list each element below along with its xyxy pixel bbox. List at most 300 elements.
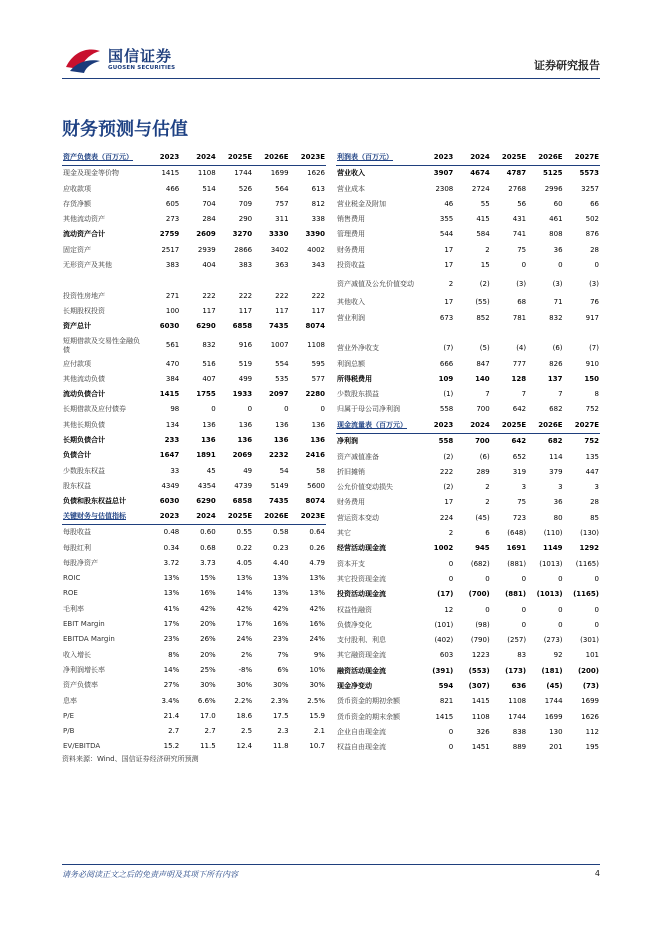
table-row (62, 372, 326, 387)
cell-value: 502 (585, 215, 599, 224)
cell-value: 2.1 (313, 727, 325, 736)
table-header-row (336, 418, 600, 434)
cell-value: 3330 (269, 230, 289, 239)
cell-value: 1108 (307, 341, 325, 350)
cell-value: 150 (584, 374, 599, 383)
cell-value: 85 (590, 513, 599, 522)
cell-value: 0 (594, 620, 599, 629)
cell-value: (2) (479, 280, 490, 289)
cell-value: 666 (439, 359, 454, 368)
cell-value: (648) (507, 529, 527, 538)
cell-value: 832 (202, 341, 216, 350)
cell-value: 3 (558, 483, 563, 492)
cell-value: 14% (163, 665, 180, 674)
cell-value: (7) (589, 344, 599, 353)
cell-value: 27% (163, 681, 180, 690)
cell-value: 431 (512, 215, 527, 224)
cell-value: (3) (552, 280, 563, 289)
cell-value: 2866 (234, 245, 253, 254)
cell-value (527, 326, 563, 341)
table-row (336, 648, 600, 663)
table-row (62, 494, 326, 509)
table-row (62, 586, 326, 601)
table-row (62, 648, 326, 663)
cell-value: 584 (476, 230, 490, 239)
table-row (336, 273, 600, 295)
cell-value: 415 (476, 215, 490, 224)
cell-value: 2517 (161, 245, 180, 254)
cell-value: 4354 (197, 481, 216, 490)
cell-value: (881) (507, 559, 527, 568)
table-row (336, 495, 600, 510)
cell-value: 1626 (581, 712, 599, 721)
column-header: 2024 (454, 150, 490, 166)
row-label: 权益自由现金流 (337, 743, 386, 752)
cell-value: 2308 (435, 184, 454, 193)
cell-value: 4.05 (236, 558, 253, 567)
cell-value: 3 (521, 483, 527, 492)
cell-value: 222 (275, 291, 289, 300)
cell-value: 3270 (232, 230, 253, 239)
row-label: 其他流动负债 (63, 374, 105, 383)
row-label: 应付款项 (63, 359, 91, 368)
row-label: 公允价值变动损失 (337, 483, 393, 492)
cell-value: 0.23 (272, 543, 289, 552)
cell-value: 326 (476, 727, 490, 736)
cell-value: 76 (590, 298, 599, 307)
cell-value: 233 (164, 436, 180, 445)
cell-value: (3) (589, 280, 599, 289)
row-label: 投资活动现金流 (337, 590, 386, 599)
cell-value: 136 (311, 420, 325, 429)
cell-value: 130 (549, 727, 563, 736)
cell-value: 1223 (471, 651, 490, 660)
cell-value: 2232 (269, 451, 289, 460)
cell-value: 3390 (305, 230, 325, 239)
row-label: 现金净变动 (337, 682, 372, 691)
table-row (62, 304, 326, 319)
row-label: 销售费用 (337, 215, 365, 224)
cell-value: 2996 (544, 184, 563, 193)
table-row (336, 311, 600, 326)
cell-value: 6.6% (197, 696, 216, 705)
cell-value: 8% (168, 650, 180, 659)
income-statement-table (336, 150, 600, 418)
footer-divider (62, 864, 600, 865)
cell-value: 0.60 (200, 528, 216, 537)
cell-value: 595 (311, 359, 325, 368)
cell-value: 535 (275, 374, 289, 383)
cell-value: 723 (512, 513, 527, 522)
table-row (62, 464, 326, 479)
page-number: 4 (594, 869, 600, 878)
cell-value: 92 (553, 651, 563, 660)
cell-value: 2% (241, 650, 253, 659)
cell-value: 8 (594, 390, 599, 399)
cell-value: 0 (558, 574, 563, 583)
cell-value: 16% (272, 620, 289, 629)
cell-value: 0 (594, 261, 599, 270)
row-label: 无形资产及其他 (63, 261, 112, 270)
cell-value: 470 (165, 359, 180, 368)
cell-value: (1165) (573, 590, 599, 599)
cell-value: 338 (311, 215, 325, 224)
cell-value: 55 (480, 199, 490, 208)
row-label: 其他长期负债 (63, 420, 105, 429)
table-row (62, 678, 326, 693)
cell-value: 0 (284, 405, 289, 414)
row-label: 净利润 (337, 437, 358, 446)
cell-value: 0 (521, 574, 527, 583)
cell-value: 889 (512, 743, 527, 752)
guosen-logo-icon (64, 43, 102, 75)
table-row (336, 664, 600, 679)
cell-value: 0 (558, 620, 563, 629)
cell-value: 2.5 (240, 727, 253, 736)
financial-table (62, 150, 326, 510)
row-label: 营业成本 (337, 184, 365, 193)
row-label: 营业收入 (337, 169, 365, 178)
cell-value: 0 (485, 605, 490, 614)
cell-value: 561 (165, 341, 180, 350)
cell-value: 642 (511, 437, 527, 446)
cell-value: (6) (479, 452, 490, 461)
cell-value: 383 (238, 261, 253, 270)
row-label: 息率 (63, 696, 77, 705)
cell-value: 54 (279, 466, 289, 475)
row-label: 少数股东权益 (63, 466, 105, 475)
cell-value: 519 (238, 359, 253, 368)
cell-value: 136 (237, 436, 253, 445)
cell-value: 14% (236, 589, 253, 598)
cell-value: 49 (243, 466, 253, 475)
cell-value: (700) (468, 590, 490, 599)
cell-value: 2 (485, 498, 490, 507)
cell-value: 2 (448, 529, 454, 538)
table-row (62, 197, 326, 212)
cell-value: 0.55 (236, 528, 253, 537)
cell-value: 499 (238, 374, 253, 383)
table-row (62, 602, 326, 617)
row-label: ROIC (63, 574, 81, 583)
table-row (62, 632, 326, 647)
cell-value: 17 (444, 245, 454, 254)
cell-value: 4002 (307, 245, 325, 254)
cell-value: 2097 (269, 390, 289, 399)
cell-value: 0 (558, 261, 563, 270)
cell-value: 21.4 (163, 711, 180, 720)
cell-value: 100 (165, 306, 180, 315)
cell-value: 7435 (269, 497, 289, 506)
cell-value: 0 (247, 405, 253, 414)
cell-value: 136 (202, 420, 216, 429)
table-row (336, 402, 600, 417)
table-row (336, 212, 600, 227)
cell-value: (4) (516, 344, 527, 353)
table-row (336, 197, 600, 212)
cell-value: 1108 (197, 169, 216, 178)
cell-value: 0 (521, 605, 527, 614)
cell-value: 2 (448, 280, 454, 289)
cell-value: 0 (521, 620, 527, 629)
cell-value: (553) (468, 666, 490, 675)
cell-value: 13% (272, 589, 289, 598)
cell-value: 1108 (471, 712, 490, 721)
cell-value: 2069 (232, 451, 253, 460)
cell-value: 71 (553, 298, 563, 307)
cell-value: 1002 (433, 544, 454, 553)
financial-table (62, 509, 326, 755)
cell-value: (257) (507, 636, 527, 645)
page-title: 财务预测与估值 (62, 119, 188, 140)
row-label: 资本开支 (337, 559, 365, 568)
cell-value: (110) (543, 529, 563, 538)
cell-value: 201 (549, 743, 563, 752)
cell-value (454, 326, 490, 341)
cell-value (491, 326, 527, 341)
cell-value: 0 (448, 574, 454, 583)
cell-value: (3) (516, 280, 527, 289)
cell-value: 1415 (159, 390, 180, 399)
cell-value: 917 (585, 313, 599, 322)
cell-value: 781 (512, 313, 527, 322)
row-label: 资产总计 (63, 322, 91, 331)
cell-value: 757 (275, 199, 289, 208)
cell-value: 3.4% (161, 696, 180, 705)
cell-value: 10% (309, 665, 325, 674)
cell-value: 812 (311, 199, 325, 208)
cell-value: 2.7 (168, 727, 180, 736)
column-header: 2025E (217, 150, 253, 166)
cell-value: 404 (202, 261, 216, 270)
cell-value: 101 (585, 651, 599, 660)
cell-value: 0 (448, 743, 454, 752)
cell-value: -8% (238, 665, 253, 674)
row-label: 现金及现金等价物 (63, 169, 119, 178)
cell-value: 1292 (579, 544, 599, 553)
table-row (62, 243, 326, 258)
cell-value: (2) (443, 483, 454, 492)
table-row (336, 541, 600, 556)
column-header: 2025E (491, 418, 527, 434)
column-header: 2023E (290, 509, 326, 525)
cell-value: 1699 (270, 169, 289, 178)
cell-value: 1415 (471, 697, 490, 706)
logo-name-en: GUOSEN SECURITIES (108, 65, 176, 71)
row-label: 资产减值准备 (337, 452, 379, 461)
cell-value: 355 (439, 215, 454, 224)
column-header: 2023 (418, 418, 454, 434)
row-label: 每股收益 (63, 528, 91, 537)
cell-value: (200) (577, 666, 599, 675)
cell-value: 15% (200, 574, 216, 583)
cell-value: 12 (444, 605, 454, 614)
table-row (62, 724, 326, 739)
cell-value: 6% (277, 665, 289, 674)
cell-value: (273) (543, 636, 563, 645)
row-label: ROE (63, 589, 78, 598)
cell-value: 379 (549, 467, 563, 476)
row-label: 负债净变化 (337, 620, 372, 629)
table-row (336, 526, 600, 541)
cell-value: 8074 (305, 497, 325, 506)
row-label: 归属于母公司净利润 (337, 405, 400, 414)
table-row (62, 289, 326, 304)
cell-value: 289 (476, 467, 490, 476)
cell-value: (173) (505, 666, 527, 675)
cell-value: 46 (444, 199, 454, 208)
cell-value: 700 (475, 437, 490, 446)
cell-value: 2.7 (204, 727, 216, 736)
cell-value: 0.64 (309, 528, 325, 537)
cell-value: 3257 (581, 184, 599, 193)
row-label: 货币资金的期初余额 (337, 697, 400, 706)
cell-value: 1415 (435, 712, 454, 721)
row-label: 融资活动现金流 (337, 666, 386, 675)
cell-value: 0.22 (236, 543, 253, 552)
cell-value: 224 (439, 513, 454, 522)
table-row (62, 227, 326, 242)
row-label: 营业利润 (337, 313, 365, 322)
table-row (336, 434, 600, 450)
cell-value: 466 (165, 184, 180, 193)
cell-value: 13% (309, 589, 325, 598)
cell-value: 2.3 (277, 727, 289, 736)
cell-value: 0.26 (309, 543, 325, 552)
column-header: 2025E (217, 509, 253, 525)
row-label: 固定资产 (63, 245, 91, 254)
cell-value: 222 (202, 291, 216, 300)
cell-value: 752 (585, 405, 599, 414)
cell-value: 20% (200, 650, 216, 659)
cell-value: (1013) (536, 590, 563, 599)
row-label: 管理费用 (337, 230, 365, 239)
table-row (336, 243, 600, 258)
cell-value: 28 (590, 498, 599, 507)
cell-value: 7 (521, 390, 527, 399)
column-header: 2026E (527, 418, 563, 434)
cell-value: 2416 (305, 451, 325, 460)
cell-value: 16% (309, 620, 325, 629)
table-row (336, 387, 600, 402)
cell-value: (881) (505, 590, 527, 599)
cell-value: 564 (275, 184, 289, 193)
cell-value: 7% (277, 650, 289, 659)
column-header: 2027E (564, 418, 600, 434)
cell-value: 777 (512, 359, 527, 368)
cell-value: 1108 (508, 697, 527, 706)
cell-value: 1699 (581, 697, 599, 706)
table-row (62, 212, 326, 227)
row-label: 营业外净收支 (337, 344, 379, 353)
table-row (336, 480, 600, 495)
cell-value (217, 273, 253, 288)
cell-value: 1647 (159, 451, 180, 460)
cell-value: 4739 (234, 481, 253, 490)
cell-value: 642 (512, 405, 527, 414)
disclaimer-text: 请务必阅读正文之后的免责声明及其项下所有内容 (62, 870, 238, 879)
cell-value: 273 (165, 215, 180, 224)
cell-value: 28 (590, 245, 599, 254)
cell-value: 11.8 (272, 742, 289, 751)
cell-value: 1744 (544, 697, 563, 706)
cell-value: 0.48 (163, 528, 180, 537)
row-label: 权益性融资 (337, 605, 372, 614)
cell-value: 910 (585, 359, 599, 368)
cell-value: 56 (517, 199, 527, 208)
cell-value: 128 (511, 374, 527, 383)
table-row (336, 326, 600, 341)
table-row (336, 341, 600, 356)
table-row (336, 587, 600, 602)
cell-value: 2759 (159, 230, 180, 239)
cell-value: 577 (311, 374, 325, 383)
table-row (336, 725, 600, 740)
cell-value: 117 (238, 306, 253, 315)
cell-value: (682) (470, 559, 490, 568)
row-label: 其它投资现金流 (337, 574, 386, 583)
cell-value: (17) (437, 590, 454, 599)
cell-value: 195 (585, 743, 599, 752)
cell-value: 136 (238, 420, 253, 429)
cell-value: 6290 (196, 322, 216, 331)
cell-value: 1415 (161, 169, 180, 178)
column-header: 2023 (144, 509, 180, 525)
cell-value: 1744 (234, 169, 253, 178)
table-row (62, 166, 326, 182)
cell-value: 5600 (307, 481, 325, 490)
cell-value: (301) (580, 636, 599, 645)
cell-value: 9% (313, 650, 325, 659)
cell-value: 6 (485, 529, 490, 538)
source-note: 资料来源：Wind、国信证券经济研究所预测 (62, 755, 199, 763)
column-header: 2025E (491, 150, 527, 166)
cell-value: 36 (553, 245, 563, 254)
row-label: 企业自由现金流 (337, 727, 386, 736)
cell-value: 140 (475, 374, 490, 383)
table-row (336, 603, 600, 618)
table-row (62, 617, 326, 632)
cell-value (144, 273, 180, 288)
cell-value: (6) (552, 344, 563, 353)
cell-value: 7435 (269, 322, 289, 331)
table-row (336, 450, 600, 465)
cell-value: 3.72 (163, 558, 180, 567)
table-row (336, 618, 600, 633)
cell-value: 24% (236, 635, 253, 644)
cell-value: 10.7 (309, 742, 325, 751)
cell-value: 2 (485, 483, 490, 492)
cell-value: 5149 (270, 481, 289, 490)
table-row (62, 541, 326, 556)
cell-value: 0 (594, 605, 599, 614)
cell-value (564, 326, 600, 341)
table-row (336, 258, 600, 273)
cell-value: 36 (553, 498, 563, 507)
table-row (336, 372, 600, 387)
table-row (336, 679, 600, 694)
cell-value: 3.73 (200, 558, 216, 567)
cell-value: 7 (485, 390, 490, 399)
row-label: 资产减值及公允价值变动 (337, 280, 414, 289)
cell-value: 13% (272, 574, 289, 583)
cell-value: 1451 (471, 743, 490, 752)
cell-value: 4349 (161, 481, 180, 490)
cell-value: 2768 (508, 184, 527, 193)
cell-value: 25% (200, 665, 216, 674)
cell-value: 6030 (159, 497, 180, 506)
cell-value: (130) (580, 529, 599, 538)
